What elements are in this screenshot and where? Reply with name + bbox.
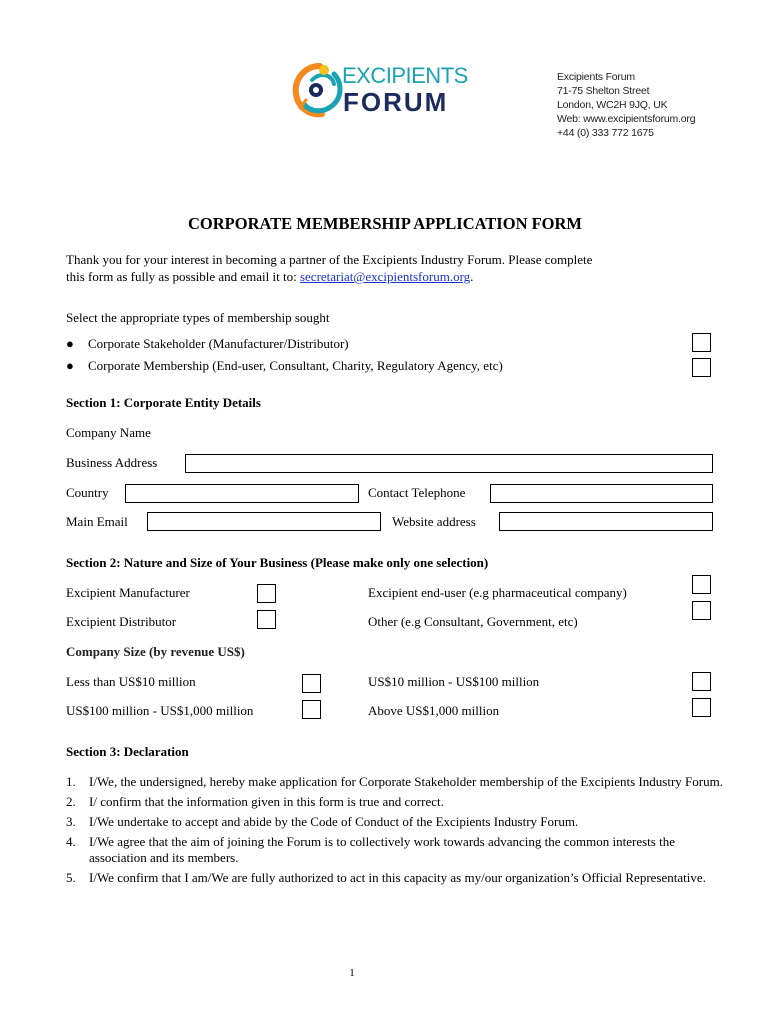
declaration-item-number: 5.	[66, 870, 76, 885]
size-lt10-label: Less than US$10 million	[66, 674, 196, 689]
logo-text-forum: FORUM	[343, 87, 449, 117]
address-city: London, WC2H 9JQ, UK	[557, 99, 668, 111]
address-web: Web: www.excipientsforum.org	[557, 113, 696, 125]
contact-telephone-label: Contact Telephone	[368, 485, 466, 500]
other-business-label: Other (e.g Consultant, Government, etc)	[368, 614, 578, 629]
size-100-1000-checkbox[interactable]	[302, 700, 321, 719]
size-gt1000-label: Above US$1,000 million	[368, 703, 500, 718]
country-label: Country	[66, 485, 109, 500]
declaration-list	[66, 774, 726, 890]
excipient-end-user-label: Excipient end-user (e.g pharmaceutical company)	[368, 585, 627, 600]
company-size-heading: Company Size (by revenue US$)	[66, 644, 245, 659]
intro-line-2-end: .	[470, 269, 474, 284]
excipient-distributor-label: Excipient Distributor	[66, 614, 177, 629]
membership-option-stakeholder-label: Corporate Stakeholder (Manufacturer/Distributor)	[88, 336, 349, 351]
bullet-icon: ●	[66, 336, 74, 351]
membership-corporate-checkbox[interactable]	[692, 358, 711, 377]
address-org: Excipients Forum	[557, 71, 635, 83]
website-address-field[interactable]	[499, 512, 713, 531]
size-10-100-label: US$10 million - US$100 million	[368, 674, 540, 689]
size-lt10-checkbox[interactable]	[302, 674, 321, 693]
logo-text-excipients: EXCIPIENTS	[342, 63, 468, 88]
declaration-item	[66, 814, 726, 830]
declaration-item	[66, 774, 726, 790]
declaration-item-number: 1.	[66, 774, 76, 789]
declaration-item-text: I/ confirm that the information given in this form is true and correct.	[89, 794, 444, 809]
declaration-item-text: I/We, the undersigned, hereby make application for Corporate Stakeholder membership of the Excipients Industry Forum.	[89, 774, 723, 789]
declaration-item	[66, 870, 726, 886]
logo	[290, 60, 480, 122]
section-1-heading: Section 1: Corporate Entity Details	[66, 395, 261, 410]
size-10-100-checkbox[interactable]	[692, 672, 711, 691]
intro-line-1: Thank you for your interest in becoming a partner of the Excipients Industry Forum. Please complete	[66, 252, 593, 267]
website-address-label: Website address	[392, 514, 476, 529]
section-2-heading: Section 2: Nature and Size of Your Business (Please make only one selection)	[66, 555, 489, 570]
excipient-end-user-checkbox[interactable]	[692, 575, 711, 594]
contact-telephone-field[interactable]	[490, 484, 713, 503]
excipient-distributor-checkbox[interactable]	[257, 610, 276, 629]
country-field[interactable]	[125, 484, 359, 503]
membership-option-stakeholder	[66, 336, 349, 352]
excipient-manufacturer-checkbox[interactable]	[257, 584, 276, 603]
declaration-item-text: I/We confirm that I am/We are fully authorized to act in this capacity as my/our organization’s Official Representative.	[89, 870, 706, 885]
membership-option-corporate	[66, 358, 503, 374]
secretariat-email-link[interactable]: secretariat@excipientsforum.org	[299, 269, 471, 284]
other-business-checkbox[interactable]	[692, 601, 711, 620]
business-address-label: Business Address	[66, 455, 158, 470]
declaration-item	[66, 794, 726, 810]
declaration-item-text: I/We agree that the aim of joining the Forum is to collectively work towards advancing the common interests the association and its members.	[89, 834, 675, 865]
excipient-manufacturer-label: Excipient Manufacturer	[66, 585, 190, 600]
declaration-item-number: 3.	[66, 814, 76, 829]
business-address-field[interactable]	[185, 454, 713, 473]
declaration-item-number: 4.	[66, 834, 76, 849]
membership-option-corporate-label: Corporate Membership (End-user, Consultant, Charity, Regulatory Agency, etc)	[88, 358, 503, 373]
company-name-label: Company Name	[66, 425, 151, 440]
page-title: CORPORATE MEMBERSHIP APPLICATION FORM	[187, 214, 583, 233]
section-3-heading: Section 3: Declaration	[66, 744, 189, 759]
membership-stakeholder-checkbox[interactable]	[692, 333, 711, 352]
intro-line-2-text: this form as fully as possible and email it to:	[66, 269, 300, 284]
main-email-label: Main Email	[66, 514, 128, 529]
declaration-item	[66, 834, 726, 866]
excipients-forum-logo-icon	[290, 60, 346, 122]
membership-prompt: Select the appropriate types of membership sought	[66, 310, 330, 325]
declaration-item-text: I/We undertake to accept and abide by the Code of Conduct of the Excipients Industry Forum.	[89, 814, 579, 829]
page-number: 1	[349, 967, 355, 979]
address-street: 71-75 Shelton Street	[557, 85, 650, 97]
size-100-1000-label: US$100 million - US$1,000 million	[66, 703, 254, 718]
address-phone: +44 (0) 333 772 1675	[557, 127, 654, 139]
declaration-item-number: 2.	[66, 794, 76, 809]
bullet-icon: ●	[66, 358, 74, 373]
size-gt1000-checkbox[interactable]	[692, 698, 711, 717]
intro-line-2	[66, 269, 473, 285]
main-email-field[interactable]	[147, 512, 381, 531]
address-block	[557, 70, 695, 140]
